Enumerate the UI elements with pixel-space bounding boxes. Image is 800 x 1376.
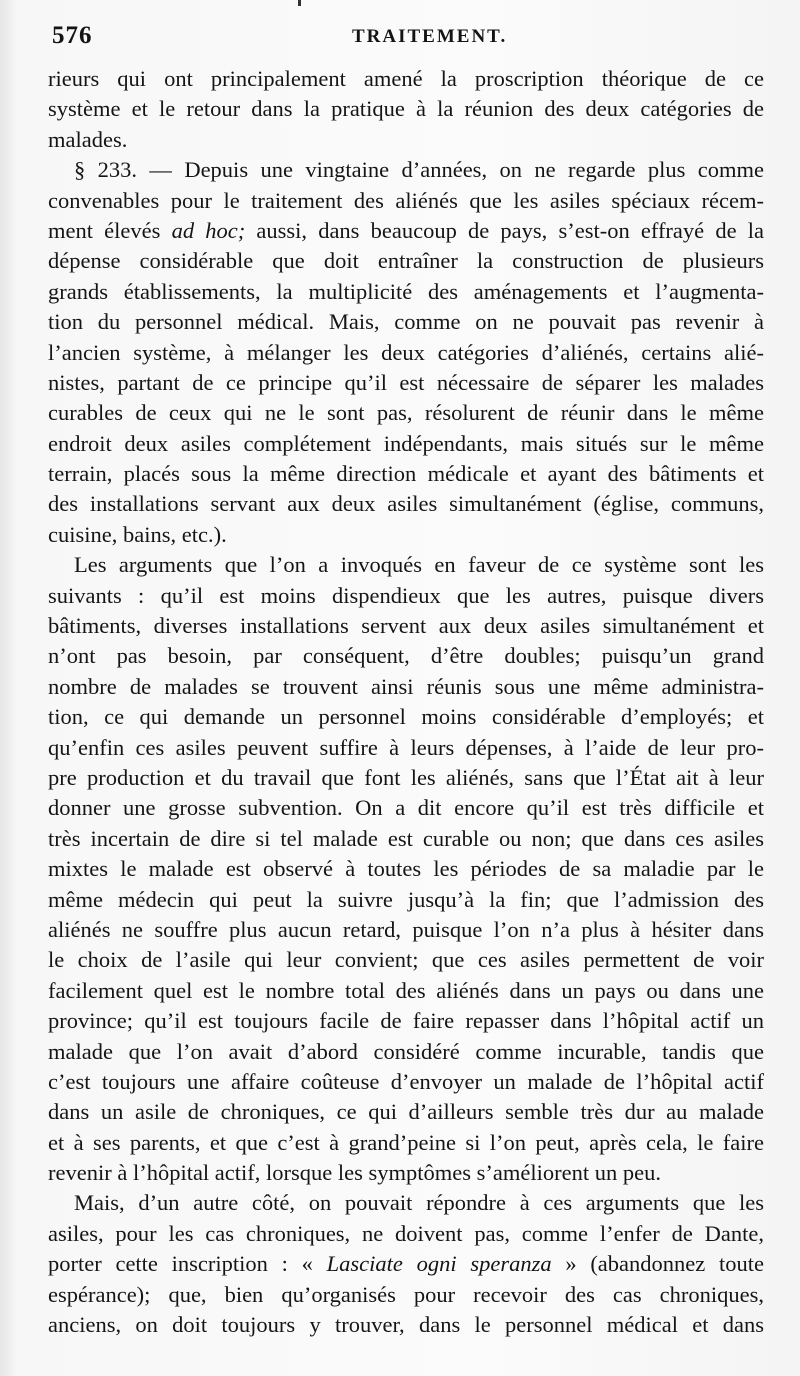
text-line: très incertain de dire si tel malade est curable ou non; que dans ces asiles bbox=[48, 825, 764, 851]
text-line: c’est toujours une affaire coûteuse d’envoyer un malade de l’hôpital actif bbox=[48, 1068, 764, 1094]
text-line: l’ancien système, à mélanger les deux catégories d’aliénés, certains alié- bbox=[48, 339, 764, 365]
text-line: revenir à l’hôpital actif, lorsque les symptômes s’améliorent un peu. bbox=[48, 1160, 661, 1186]
text-line: aliénés ne souffre plus aucun retard, puisque l’on n’a plus à hésiter dans bbox=[48, 916, 764, 942]
text-line: nombre de malades se trouvent ainsi réunis sous une même administra- bbox=[48, 673, 764, 699]
text-line: grands établissements, la multiplicité des aménagements et l’augmenta- bbox=[48, 278, 764, 304]
text-line: espérance); que, bien qu’organisés pour recevoir des cas chroniques, bbox=[48, 1281, 764, 1307]
text-line: qu’enfin ces asiles peuvent suffire à leurs dépenses, à l’aide de leur pro- bbox=[48, 734, 764, 760]
text-line: § 233. — Depuis une vingtaine d’années, on ne regarde plus comme bbox=[74, 157, 764, 183]
text-line: le choix de l’asile qui leur convient; que ces asiles permettent de voir bbox=[48, 947, 764, 973]
text-line: endroit deux asiles complétement indépendants, mais situés sur le même bbox=[48, 430, 764, 456]
text-line: porter cette inscription : « Lasciate ogni speranza » (abandonnez toute bbox=[48, 1251, 764, 1277]
text-line: province; qu’il est toujours facile de faire repasser dans l’hôpital actif un bbox=[48, 1008, 764, 1034]
text-line: pre production et du travail que font les aliénés, sans que l’État ait à leur bbox=[48, 764, 764, 790]
italic-term: Lasciate ogni speranza bbox=[326, 1251, 552, 1277]
text-line: dans un asile de chroniques, ce qui d’ailleurs semble très dur au malade bbox=[48, 1099, 764, 1125]
text-line: nistes, partant de ce principe qu’il est nécessaire de séparer les malades bbox=[48, 369, 764, 395]
italic-term: ad hoc; bbox=[171, 217, 246, 243]
text-line: asiles, pour les cas chroniques, ne doivent pas, comme l’enfer de Dante, bbox=[48, 1220, 764, 1246]
text-line: mixtes le malade est observé à toutes les périodes de sa maladie par le bbox=[48, 856, 764, 882]
scan-artifact-mark bbox=[298, 0, 301, 6]
text-line: rieurs qui ont principalement amené la proscription théorique de ce bbox=[48, 66, 764, 91]
text-line: dépense considérable que doit entraîner la construction de plusieurs bbox=[48, 248, 764, 274]
text-line: anciens, on doit toujours y trouver, dans le personnel médical et dans bbox=[48, 1312, 764, 1338]
text-line: système et le retour dans la pratique à la réunion des deux catégories de bbox=[48, 96, 764, 122]
text-line: convenables pour le traitement des aliénés que les asiles spéciaux récem- bbox=[48, 187, 764, 213]
text-line: même médecin qui peut la suivre jusqu’à la fin; que l’admission des bbox=[48, 886, 764, 912]
text-line: cuisine, bains, etc.). bbox=[48, 521, 227, 547]
page-number: 576 bbox=[52, 22, 93, 49]
text-line: tion du personnel médical. Mais, comme on ne pouvait pas revenir à bbox=[48, 309, 764, 335]
text-line: facilement quel est le nombre total des aliénés dans un pays ou dans une bbox=[48, 977, 764, 1003]
text-line: des installations servant aux deux asiles simultanément (église, communs, bbox=[48, 491, 764, 517]
running-title: TRAITEMENT. bbox=[352, 26, 508, 47]
text-line: terrain, placés sous la même direction médicale et ayant des bâtiments et bbox=[48, 461, 764, 487]
body-text bbox=[48, 64, 764, 1340]
text-line: Les arguments que l’on a invoqués en faveur de ce système sont les bbox=[74, 552, 764, 578]
running-head bbox=[52, 22, 764, 56]
text-line: curables de ceux qui ne le sont pas, résolurent de réunir dans le même bbox=[48, 400, 764, 426]
text-line: et à ses parents, et que c’est à grand’peine si l’on peut, après cela, le faire bbox=[48, 1129, 764, 1155]
text-line: bâtiments, diverses installations servent aux deux asiles simultanément et bbox=[48, 613, 764, 639]
text-line: ment élevés ad hoc; aussi, dans beaucoup de pays, s’est-on effrayé de la bbox=[48, 217, 764, 243]
text-line: malade que l’on avait d’abord considéré comme incurable, tandis que bbox=[48, 1038, 764, 1064]
text-line: donner une grosse subvention. On a dit encore qu’il est très difficile et bbox=[48, 795, 764, 821]
text-line: malades. bbox=[48, 126, 128, 152]
text-line: tion, ce qui demande un personnel moins considérable d’employés; et bbox=[48, 704, 764, 730]
text-line: n’ont pas besoin, par conséquent, d’être doubles; puisqu’un grand bbox=[48, 643, 764, 669]
text-line: suivants : qu’il est moins dispendieux que les autres, puisque divers bbox=[48, 582, 764, 608]
text-line: Mais, d’un autre côté, on pouvait répondre à ces arguments que les bbox=[74, 1190, 764, 1216]
